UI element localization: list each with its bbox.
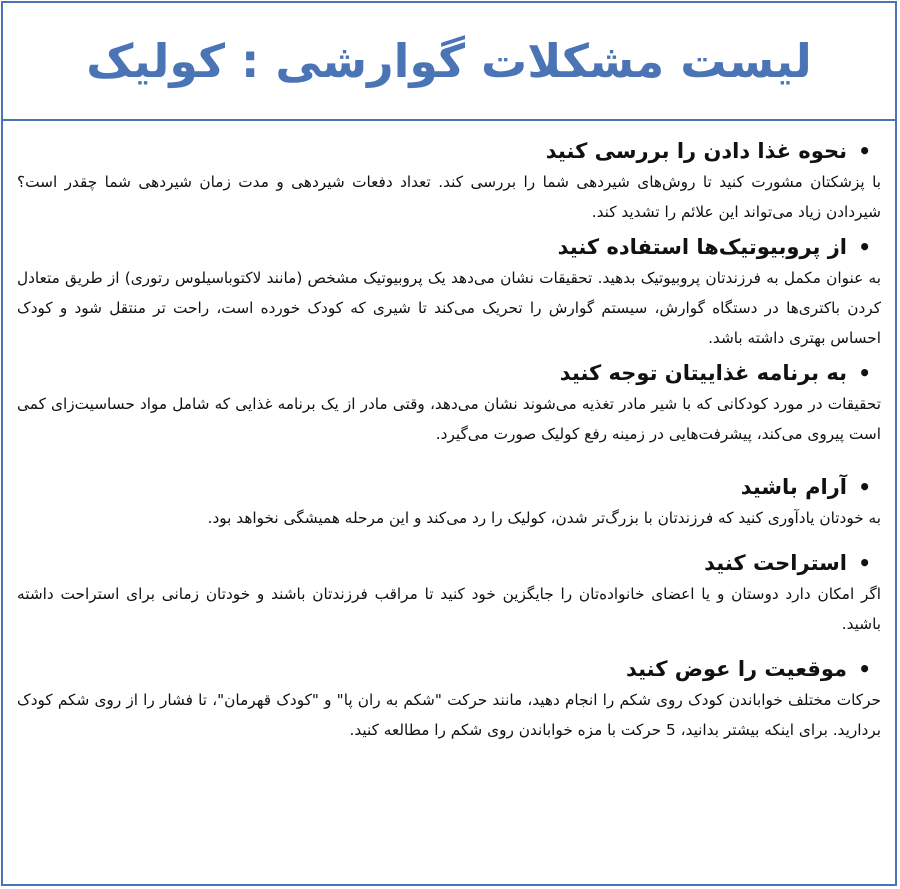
tip-item-probiotics [17, 231, 881, 353]
bullet-icon: • [858, 657, 871, 681]
bullet-icon: • [858, 361, 871, 385]
page-title: لیست مشکلات گوارشی : کولیک [86, 34, 812, 88]
tip-item-feeding [17, 135, 881, 227]
tip-item-stay-calm [17, 471, 881, 533]
bullet-icon: • [858, 551, 871, 575]
tip-body: با پزشکتان مشورت کنید تا روش‌های شیردهی شما را بررسی کند. تعداد دفعات شیردهی و مدت زمان شیردهی شما چقدر است؟ شیردادن زیاد می‌تواند این علائم را تشدید کند. [17, 173, 881, 221]
bullet-icon: • [858, 139, 871, 163]
tip-heading: استراحت کنید [704, 551, 847, 575]
tip-body: تحقیقات در مورد کودکانی که با شیر مادر تغذیه می‌شوند نشان می‌دهد، وقتی مادر از یک برنامه غذایی که شامل مواد حساسیت‌زای کمی است پیروی می‌کند، پیشرفت‌هایی در زمینه رفع کولیک صورت می‌گیرد. [17, 395, 881, 443]
tip-item-rest [17, 547, 881, 639]
tip-body: به خودتان یادآوری کنید که فرزندتان با بزرگ‌تر شدن، کولیک را رد می‌کند و این مرحله همیشگی نخواهد بود. [207, 509, 881, 527]
tip-heading-row [17, 471, 881, 503]
bullet-icon: • [858, 475, 871, 499]
title-bar [3, 3, 895, 121]
tip-heading: موقعیت را عوض کنید [625, 657, 847, 681]
tip-heading: از پروبیوتیک‌ها استفاده کنید [557, 235, 847, 259]
tip-body: اگر امکان دارد دوستان و یا اعضای خانواده‌تان را جایگزین خود کنید تا مراقب فرزندتان باشند و خودتان زمانی برای استراحت داشته باشید. [17, 585, 881, 633]
tip-heading-row [17, 653, 881, 685]
tip-body: به عنوان مکمل به فرزندتان پروبیوتیک بدهید. تحقیقات نشان می‌دهد یک پروبیوتیک مشخص (مانند لاکتوباسیلوس رتوری) از طریق متعادل کردن باکتری‌ها در دستگاه گوارش، سیستم گوارش را تحریک می‌کند تا شیری که کودک خورده است، راحت تر منتقل شود و کودک احساس بهتری داشته باشد. [17, 269, 881, 347]
tips-list [17, 133, 881, 745]
tip-heading-row [17, 357, 881, 389]
tip-heading: به برنامه غذاییتان توجه کنید [559, 361, 847, 385]
tip-heading-row [17, 547, 881, 579]
tip-body: حرکات مختلف خواباندن کودک روی شکم را انجام دهید، مانند حرکت "شکم به ران پا" و "کودک قهرمان"، تا فشار را از روی شکم کودک بردارید. برای اینکه بیشتر بدانید، 5 حرکت با مزه خواباندن روی شکم را مطالعه کنید. [17, 691, 881, 739]
tip-heading: نحوه غذا دادن را بررسی کنید [545, 139, 847, 163]
tip-item-diet [17, 357, 881, 449]
tip-item-position [17, 653, 881, 745]
bullet-icon: • [858, 235, 871, 259]
document-frame [1, 1, 897, 886]
tip-heading: آرام باشید [740, 475, 847, 499]
tip-heading-row [17, 135, 881, 167]
tip-heading-row [17, 231, 881, 263]
